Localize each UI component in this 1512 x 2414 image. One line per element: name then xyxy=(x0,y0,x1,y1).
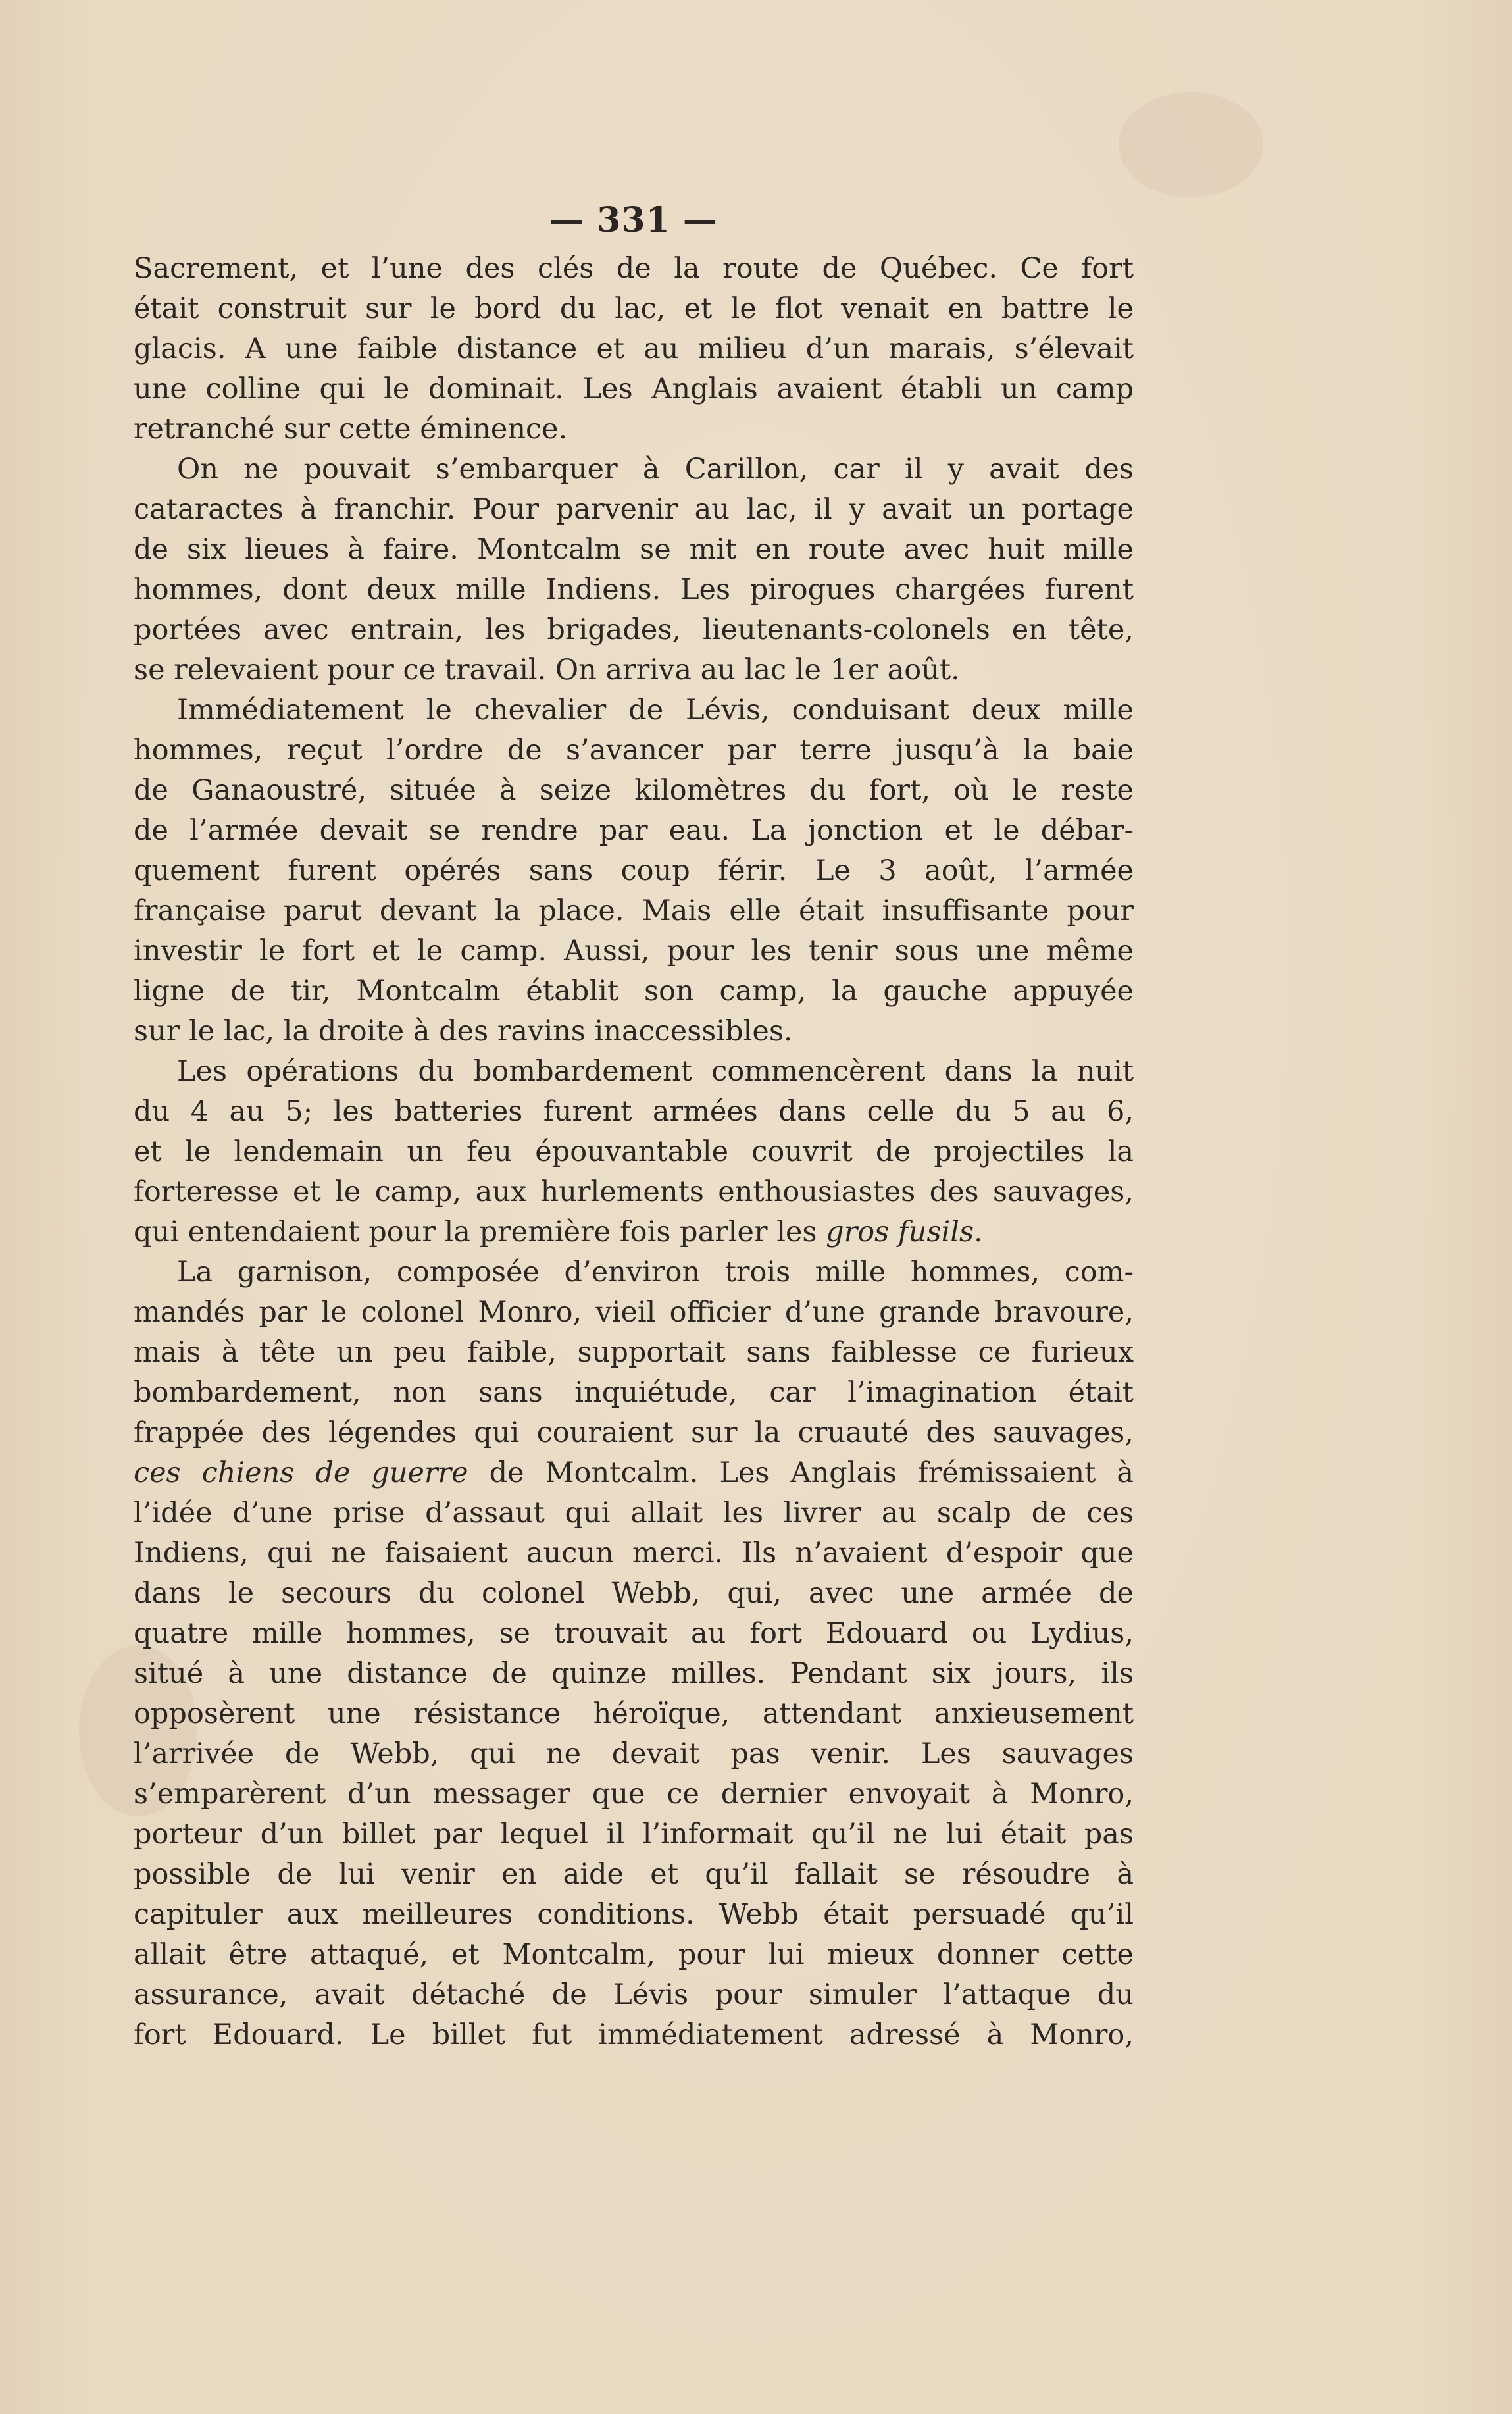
text-line xyxy=(134,1774,1134,1814)
text-line xyxy=(134,731,1134,771)
text-line xyxy=(134,1052,1134,1092)
text-line xyxy=(134,1493,1134,1533)
line-text: Les opérations du bombardement commencèrent dans la nuit xyxy=(177,1055,1134,1088)
italic-phrase: gros fusils xyxy=(826,1216,974,1248)
line-text: l’arrivée de Webb, qui ne devait pas venir. Les sauvages xyxy=(134,1737,1134,1770)
line-text: Indiens, qui ne faisaient aucun merci. Ils n’avaient d’espoir que xyxy=(134,1537,1134,1570)
text-line xyxy=(134,1574,1134,1614)
text-line xyxy=(134,369,1134,409)
text-line xyxy=(134,1293,1134,1333)
text-line xyxy=(134,1172,1134,1212)
text-line xyxy=(134,1092,1134,1132)
line-text: et le lendemain un feu épouvantable couvrit de projectiles la xyxy=(134,1135,1134,1168)
text-line xyxy=(134,1654,1134,1694)
line-text: dans le secours du colonel Webb, qui, avec une armée de xyxy=(134,1577,1134,1610)
line-text: Sacrement, et l’une des clés de la route de Québec. Ce fort xyxy=(134,252,1134,285)
text-line xyxy=(134,610,1134,650)
text-line xyxy=(134,771,1134,811)
text-line xyxy=(134,409,1134,449)
text-line xyxy=(134,971,1134,1012)
line-text: mais à tête un peu faible, supportait sans faiblesse ce furieux xyxy=(134,1336,1134,1369)
line-text: s’emparèrent d’un messager que ce dernier envoyait à Monro, xyxy=(134,1778,1134,1810)
line-text: une colline qui le dominait. Les Anglais avaient établi un camp xyxy=(134,372,1134,405)
line-text-after: . xyxy=(974,1216,983,1248)
text-line xyxy=(134,289,1134,329)
text-line xyxy=(134,891,1134,931)
text-line xyxy=(134,1252,1134,1293)
line-text: quement furent opérés sans coup férir. Le 3 août, l’armée xyxy=(134,854,1134,887)
line-text: de six lieues à faire. Montcalm se mit en route avec huit mille xyxy=(134,533,1134,566)
text-line xyxy=(134,1132,1134,1172)
line-text: hommes, dont deux mille Indiens. Les pirogues chargées furent xyxy=(134,573,1134,606)
line-text: Immédiatement le chevalier de Lévis, conduisant deux mille xyxy=(177,694,1134,727)
line-text: assurance, avait détaché de Lévis pour simuler l’attaque du xyxy=(134,1978,1134,2011)
text-line xyxy=(134,650,1134,690)
text-line xyxy=(134,449,1134,490)
text-line xyxy=(134,1935,1134,1975)
line-text: retranché sur cette éminence. xyxy=(134,413,568,446)
line-text: frappée des légendes qui couraient sur la cruauté des sauvages, xyxy=(134,1416,1134,1449)
paper-stain xyxy=(1119,92,1263,197)
text-line xyxy=(134,1855,1134,1895)
text-line xyxy=(134,530,1134,570)
page-text xyxy=(134,196,1134,2055)
line-text: bombardement, non sans inquiétude, car l’imagination était xyxy=(134,1376,1134,1409)
line-text: On ne pouvait s’embarquer à Carillon, car il y avait des xyxy=(177,453,1134,486)
line-text: glacis. A une faible distance et au milieu d’un marais, s’élevait xyxy=(134,332,1134,365)
line-text: qui entendaient pour la première fois parler les xyxy=(134,1216,826,1248)
line-text: forteresse et le camp, aux hurlements enthousiastes des sauvages, xyxy=(134,1175,1134,1208)
line-text: du 4 au 5; les batteries furent armées dans celle du 5 au 6, xyxy=(134,1095,1134,1128)
text-line xyxy=(134,1734,1134,1774)
text-line xyxy=(134,931,1134,971)
line-text: capituler aux meilleures conditions. Webb était persuadé qu’il xyxy=(134,1898,1134,1931)
text-line xyxy=(134,1413,1134,1453)
text-line xyxy=(134,1814,1134,1855)
body-text xyxy=(134,249,1134,2055)
line-text: La garnison, composée d’environ trois mille hommes, com- xyxy=(177,1256,1134,1289)
line-text: quatre mille hommes, se trouvait au fort Edouard ou Lydius, xyxy=(134,1617,1134,1650)
line-text: de l’armée devait se rendre par eau. La jonction et le débar- xyxy=(134,814,1134,847)
line-text: ligne de tir, Montcalm établit son camp, la gauche appuyée xyxy=(134,975,1134,1008)
text-line xyxy=(134,811,1134,851)
text-line xyxy=(134,1373,1134,1413)
line-text: était construit sur le bord du lac, et le flot venait en battre le xyxy=(134,292,1134,325)
text-line xyxy=(134,1895,1134,1935)
text-line xyxy=(134,570,1134,610)
line-text: situé à une distance de quinze milles. Pendant six jours, ils xyxy=(134,1657,1134,1690)
line-text: portées avec entrain, les brigades, lieutenants-colonels en tête, xyxy=(134,613,1134,646)
text-line xyxy=(134,851,1134,891)
text-line xyxy=(134,1975,1134,2015)
line-text: fort Edouard. Le billet fut immédiatement adressé à Monro, xyxy=(134,2018,1134,2051)
line-text: française parut devant la place. Mais elle était insuffisante pour xyxy=(134,894,1134,927)
line-text: allait être attaqué, et Montcalm, pour lui mieux donner cette xyxy=(134,1938,1134,1971)
line-text: cataractes à franchir. Pour parvenir au lac, il y avait un portage xyxy=(134,493,1134,526)
line-text: sur le lac, la droite à des ravins inaccessibles. xyxy=(134,1015,793,1048)
text-line xyxy=(134,1694,1134,1734)
page-number: — 331 — xyxy=(549,200,718,240)
text-line xyxy=(134,1453,1134,1493)
line-text: se relevaient pour ce travail. On arriva au lac le 1er août. xyxy=(134,654,960,686)
line-text: hommes, reçut l’ordre de s’avancer par terre jusqu’à la baie xyxy=(134,734,1134,767)
text-line xyxy=(134,1614,1134,1654)
text-line xyxy=(134,1533,1134,1574)
text-line xyxy=(134,2015,1134,2055)
text-line xyxy=(134,1012,1134,1052)
line-text: mandés par le colonel Monro, vieil officier d’une grande bravoure, xyxy=(134,1296,1134,1329)
line-text: investir le fort et le camp. Aussi, pour les tenir sous une même xyxy=(134,935,1134,967)
line-text: de Ganaoustré, située à seize kilomètres du fort, où le reste xyxy=(134,774,1134,807)
line-text: porteur d’un billet par lequel il l’informait qu’il ne lui était pas xyxy=(134,1818,1134,1851)
text-line xyxy=(134,1333,1134,1373)
line-text: opposèrent une résistance héroïque, attendant anxieusement xyxy=(134,1697,1134,1730)
line-text-after: de Montcalm. Les Anglais frémissaient à xyxy=(468,1456,1134,1489)
line-text: l’idée d’une prise d’assaut qui allait les livrer au scalp de ces xyxy=(134,1497,1134,1529)
text-line xyxy=(134,329,1134,369)
text-line xyxy=(134,490,1134,530)
text-line xyxy=(134,249,1134,289)
text-line xyxy=(134,1212,1134,1252)
line-text: possible de lui venir en aide et qu’il fallait se résoudre à xyxy=(134,1858,1134,1891)
text-line xyxy=(134,690,1134,731)
italic-phrase: ces chiens de guerre xyxy=(134,1456,468,1489)
